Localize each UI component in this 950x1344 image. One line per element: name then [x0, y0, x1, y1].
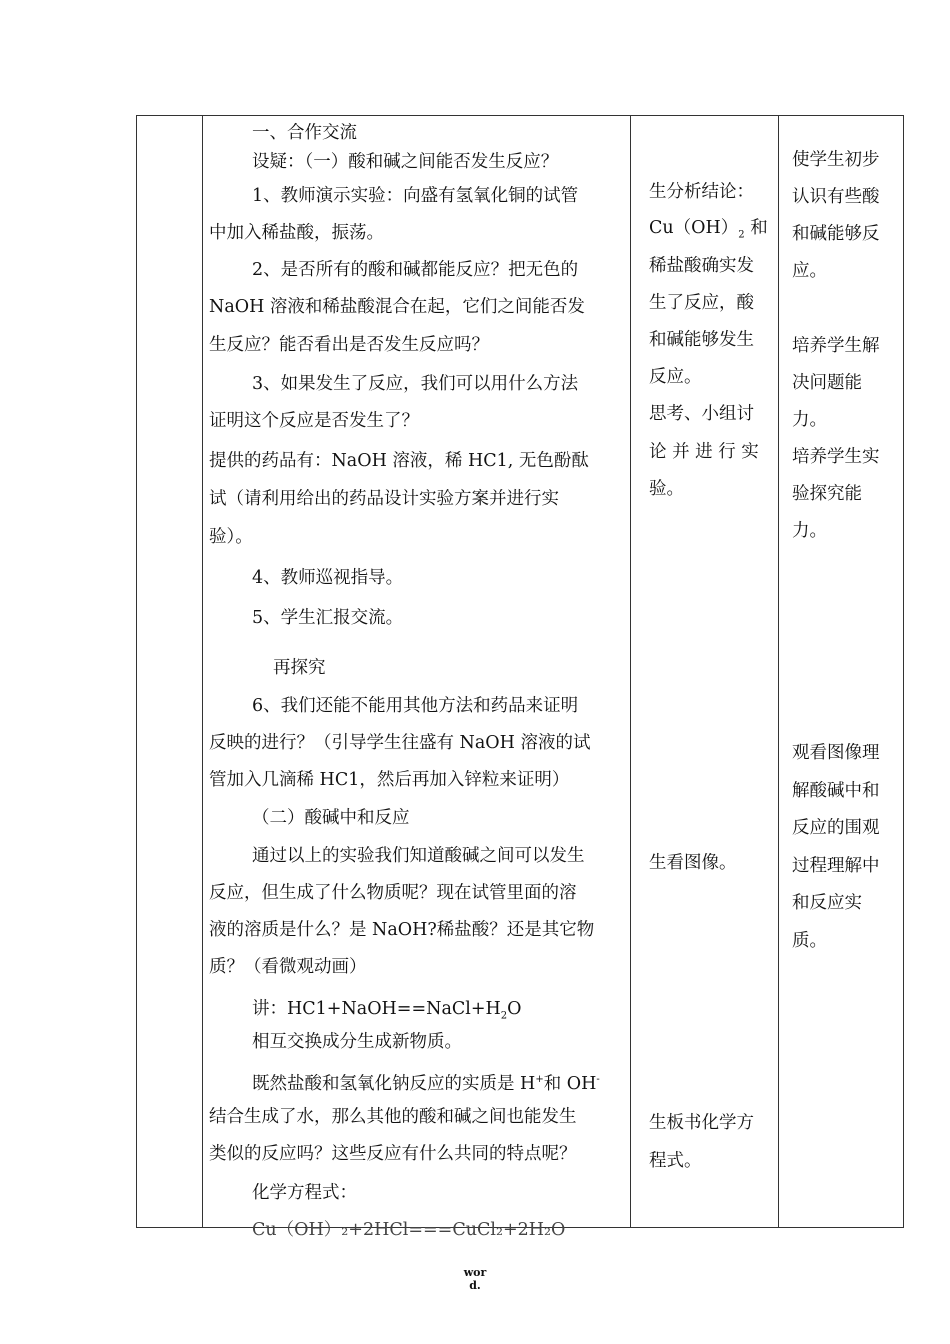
- text-line: 生反应？能否看出是否发生反应吗？: [209, 335, 489, 355]
- text-line: $Cu(OH)_2$ 和: [649, 218, 768, 241]
- text-line: 通过以上的实验我们知道酸碱之间可以发生: [252, 846, 585, 866]
- text-line: 液的溶质是什么？是 NaOH?稀盐酸？还是其它物: [209, 920, 595, 940]
- text-line: 验。: [649, 479, 684, 499]
- subsection-heading: （二）酸碱中和反应: [252, 808, 410, 828]
- text-line: 试（请利用给出的药品设计实验方案并进行实: [209, 489, 559, 509]
- text-line: 程式。: [649, 1151, 702, 1171]
- text-line: 3、如果发生了反应，我们可以用什么方法: [252, 374, 579, 394]
- text-line: 论 并 进 行 实: [649, 442, 759, 462]
- cut-off-equation: [203, 1216, 630, 1240]
- text-line: 生了反应，酸: [649, 293, 754, 313]
- text-line: 6、我们还能不能用其他方法和药品来证明: [252, 696, 579, 716]
- text-line: 和反应实: [792, 893, 862, 913]
- text-line: 4、教师巡视指导。: [252, 568, 404, 588]
- subsection-heading: 再探究: [273, 658, 326, 678]
- text-line: 认识有些酸: [792, 187, 880, 207]
- text-line: 管加入几滴稀 HC1，然后再加入锌粒来证明）: [209, 770, 570, 790]
- column-divider-1: [202, 115, 203, 1227]
- text-line: 化学方程式：: [252, 1183, 357, 1203]
- text-line: 证明这个反应是否发生了？: [209, 411, 419, 431]
- text-line: 1、教师演示实验：向盛有氢氧化铜的试管: [252, 186, 579, 206]
- page-footer-line-2: d.: [469, 1279, 481, 1292]
- text-line: 观看图像理: [792, 743, 880, 763]
- text-line: 使学生初步: [792, 150, 880, 170]
- equation-line: 讲：$HC1+NaOH==NaCl+H_2O$: [252, 999, 522, 1022]
- text-line: 反应。: [649, 367, 702, 387]
- text-line: 质？（看微观动画）: [209, 957, 367, 977]
- text-line: 5、学生汇报交流。: [252, 608, 404, 628]
- text-line: 决问题能: [792, 373, 862, 393]
- text-line: 应。: [792, 261, 827, 281]
- page-footer-line-1: wor: [463, 1266, 487, 1279]
- text-line: 验）。: [209, 527, 253, 547]
- text-line: 过程理解中: [792, 856, 880, 876]
- text-line: 解酸碱中和: [792, 781, 880, 801]
- text-line: 思考、小组讨: [649, 404, 754, 424]
- text-line: 反应，但生成了什么物质呢？现在试管里面的溶: [209, 883, 577, 903]
- text-line: 反映的进行？（引导学生往盛有 NaOH 溶液的试: [209, 733, 591, 753]
- text-line: 生分析结论：: [649, 182, 754, 202]
- text-line: 力。: [792, 521, 827, 541]
- text-line: 既然盐酸和氢氧化钠反应的实质是 H+和 OH-: [252, 1073, 600, 1094]
- text-line: 2、是否所有的酸和碱都能反应？把无色的: [252, 260, 579, 280]
- text-line: 和碱能够反: [792, 224, 880, 244]
- text-line: 和碱能够发生: [649, 330, 754, 350]
- text-line: 相互交换成分生成新物质。: [252, 1032, 462, 1052]
- section-heading: 一、合作交流: [252, 123, 357, 143]
- text-line: 培养学生解: [792, 336, 880, 356]
- text-line: 力。: [792, 410, 827, 430]
- text-line: 类似的反应吗？这些反应有什么共同的特点呢？: [209, 1144, 577, 1164]
- text-line: 验探究能: [792, 484, 862, 504]
- column-divider-3: [778, 115, 779, 1227]
- column-divider-2: [630, 115, 631, 1227]
- text-line: 中加入稀盐酸，振荡。: [209, 223, 384, 243]
- text-line: 生板书化学方: [649, 1113, 754, 1133]
- question-heading: 设疑：（一）酸和碱之间能否发生反应？: [252, 152, 559, 172]
- text-line: 培养学生实: [792, 447, 880, 467]
- text-line: 反应的围观: [792, 818, 880, 838]
- text-line: 提供的药品有：NaOH 溶液，稀 HC1, 无色酚酞: [209, 451, 589, 471]
- text-line: 稀盐酸确实发: [649, 256, 754, 276]
- text-line: 生看图像。: [649, 853, 737, 873]
- text-line: NaOH 溶液和稀盐酸混合在起，它们之间能否发: [209, 297, 585, 317]
- text-line: 质。: [792, 931, 827, 951]
- text-line: 结合生成了水，那么其他的酸和碱之间也能发生: [209, 1107, 577, 1127]
- equation-line: Cu（OH）₂+2HCl===CuCl₂+2H₂O: [252, 1220, 566, 1240]
